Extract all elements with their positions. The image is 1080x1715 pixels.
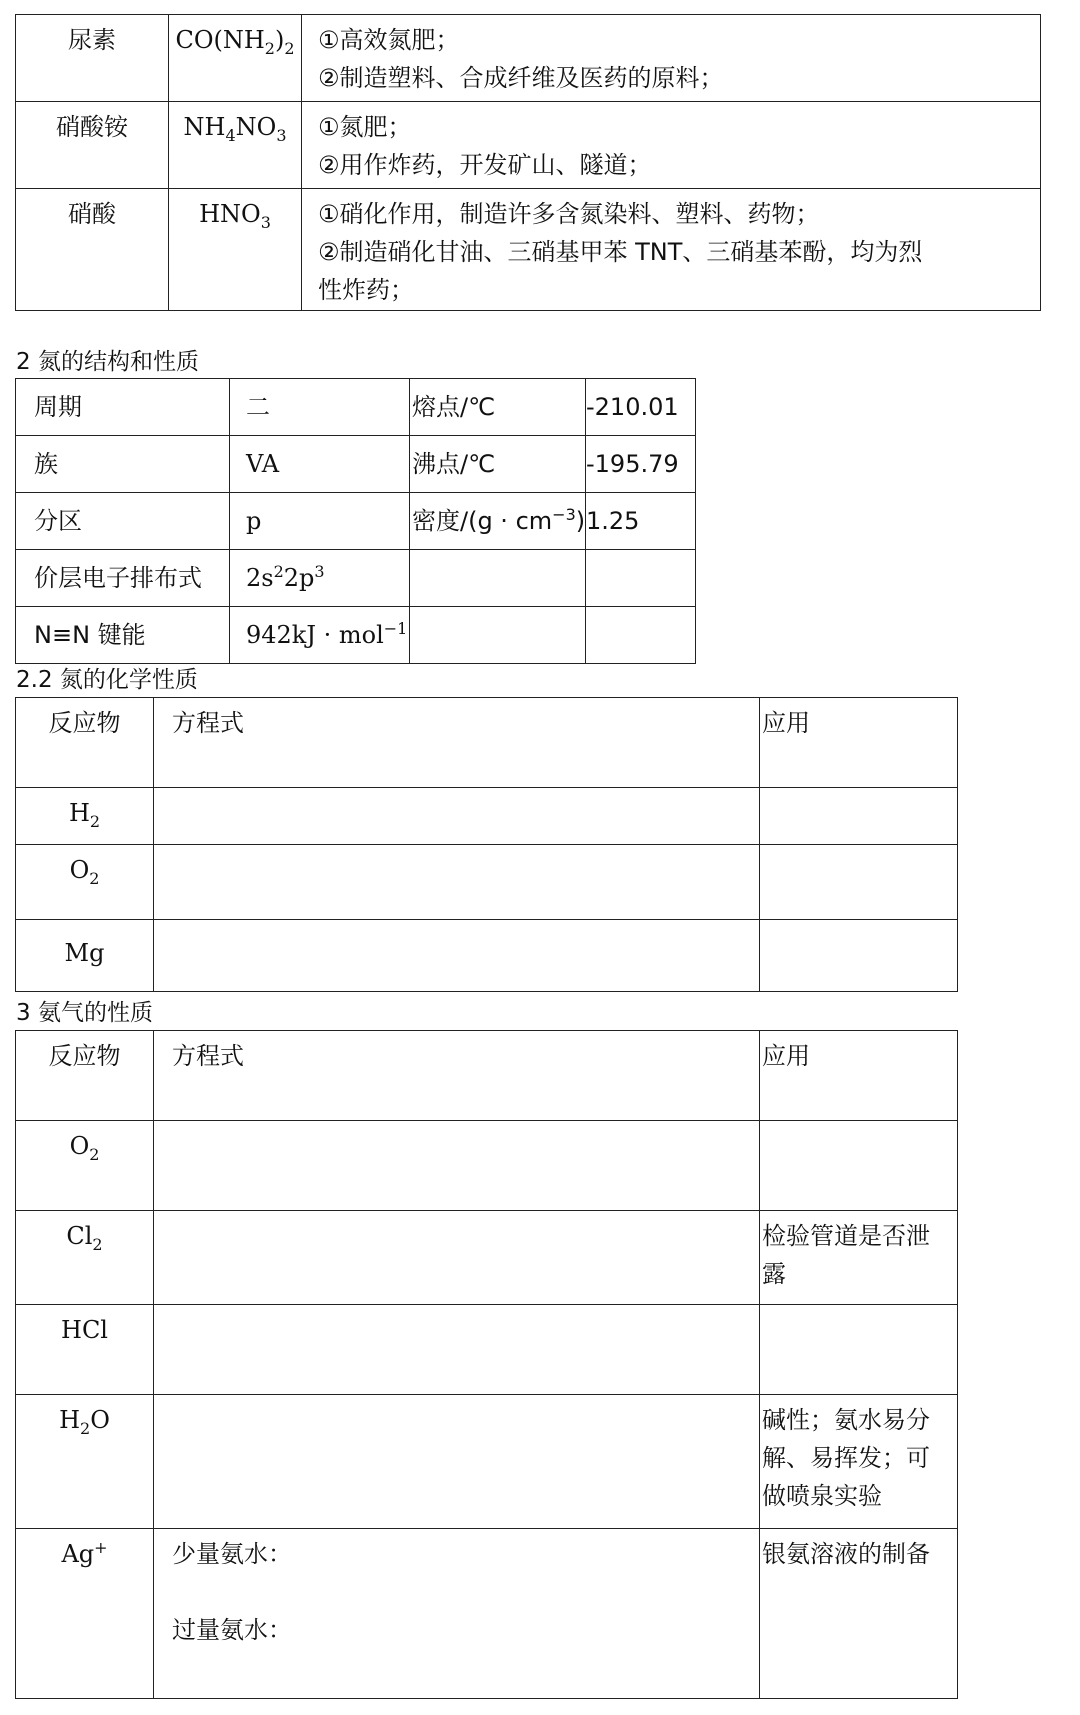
application-line: 解、易挥发；可: [762, 1444, 930, 1472]
physical-prop-label: 沸点/℃: [410, 436, 586, 493]
equation-cell[interactable]: [154, 1305, 760, 1395]
table-row: [16, 436, 696, 493]
use-line: ②制造硝化甘油、三硝基甲苯 TNT、三硝基苯酚，均为烈: [318, 238, 923, 266]
formula-part: CO(NH: [175, 26, 265, 54]
reactant-part: H: [68, 799, 90, 827]
empty-cell: [410, 607, 586, 664]
use-line: ②制造塑料、合成纤维及医药的原料；: [318, 64, 724, 92]
application-cell: [760, 920, 958, 992]
header-application: 应用: [760, 1031, 958, 1121]
prop-value: [230, 607, 410, 664]
formula-sub: 3: [260, 212, 271, 232]
equation-cell[interactable]: [154, 1395, 760, 1529]
table-row: [16, 550, 696, 607]
reactant-sub: 2: [89, 811, 101, 831]
application-cell: [760, 1395, 958, 1529]
equation-cell[interactable]: [154, 920, 760, 992]
reactant: [16, 1211, 154, 1305]
table-row: [16, 189, 1041, 311]
compound-name: [16, 189, 169, 311]
config-sup: 2: [273, 562, 284, 581]
use-line: ①高效氮肥；: [318, 26, 460, 54]
table-row: [16, 1211, 958, 1305]
formula-sub: 4: [225, 125, 236, 145]
reactant-sub: 2: [80, 1418, 91, 1438]
compound-name: [16, 15, 169, 102]
config-part: 2p: [283, 564, 315, 592]
formula-sub: 2: [264, 38, 275, 58]
formula-part: HNO: [199, 200, 261, 228]
application-line: 做喷泉实验: [762, 1482, 882, 1510]
reactant: Mg: [16, 920, 154, 992]
nitrogen-properties-table: [15, 378, 696, 664]
section-heading: 2.2 氮的化学性质: [16, 667, 198, 693]
header-equation: 方程式: [154, 1031, 760, 1121]
reactant-part: O: [69, 856, 90, 884]
reactant: [16, 1395, 154, 1529]
prop-value: [230, 550, 410, 607]
table-row: [16, 1529, 958, 1699]
prop-label: 周期: [16, 379, 230, 436]
empty-cell: [586, 550, 696, 607]
table-row: [16, 493, 696, 550]
empty-cell: [586, 607, 696, 664]
application-cell: [760, 1211, 958, 1305]
reactant-sup: +: [94, 1538, 108, 1557]
table-row: [16, 102, 1041, 189]
nitrogen-reactions-table: [15, 697, 958, 992]
energy-value: 942kJ · mol: [246, 621, 384, 649]
use-line: ①氮肥；: [318, 113, 412, 141]
compound-uses: [302, 15, 1041, 102]
prop-value: p: [230, 493, 410, 550]
application-cell: [760, 1305, 958, 1395]
reactant-part: O: [90, 1406, 110, 1434]
fertilizer-table: [15, 14, 1041, 311]
ammonia-reactions-table: [15, 1030, 958, 1699]
physical-prop-value: -195.79: [586, 436, 696, 493]
application-line: 检验管道是否泄: [762, 1222, 930, 1250]
prop-label: N≡N 键能: [16, 607, 230, 664]
use-line: ②用作炸药，开发矿山、隧道；: [318, 151, 652, 179]
application-cell: [760, 845, 958, 920]
table-row: [16, 607, 696, 664]
empty-cell: [410, 550, 586, 607]
equation-cell[interactable]: [154, 788, 760, 845]
table-row: [16, 788, 958, 845]
reactant: HCl: [16, 1305, 154, 1395]
compound-name-text: 尿素: [68, 26, 116, 54]
application-line: 银氨溶液的制备: [762, 1540, 930, 1568]
config-part: 2s: [246, 564, 274, 592]
reactant-sub: 2: [89, 868, 100, 888]
prop-label: 价层电子排布式: [16, 550, 230, 607]
application-cell: [760, 1529, 958, 1699]
reactant: [16, 788, 154, 845]
formula-part: ): [274, 26, 285, 54]
table-row: [16, 15, 1041, 102]
use-line: 性炸药；: [318, 276, 414, 304]
equation-cell[interactable]: [154, 845, 760, 920]
prop-value: VA: [230, 436, 410, 493]
density-tail: ): [575, 507, 586, 535]
table-row: [16, 379, 696, 436]
compound-formula: [169, 102, 302, 189]
equation-cell[interactable]: [154, 1529, 760, 1699]
table-row: [16, 1305, 958, 1395]
prop-value: 二: [230, 379, 410, 436]
equation-cell[interactable]: [154, 1121, 760, 1211]
reactant-sub: 2: [92, 1234, 103, 1254]
compound-formula: [169, 15, 302, 102]
reactant-part: Ag: [61, 1540, 95, 1568]
energy-sup: −1: [383, 619, 408, 638]
formula-part: NO: [235, 113, 277, 141]
reactant: [16, 1529, 154, 1699]
header-reactant: 反应物: [16, 1031, 154, 1121]
density-label: 密度/(g · cm: [412, 507, 553, 535]
application-cell: [760, 1121, 958, 1211]
formula-sub: 2: [284, 38, 295, 58]
physical-prop-label: 熔点/℃: [410, 379, 586, 436]
table-row: [16, 1121, 958, 1211]
header-reactant: 反应物: [16, 698, 154, 788]
reactant: [16, 1121, 154, 1211]
table-header-row: [16, 1031, 958, 1121]
formula-part: NH: [183, 113, 226, 141]
section-heading: 3 氨气的性质: [16, 1000, 153, 1026]
compound-name-text: 硝酸铵: [56, 113, 128, 141]
config-sup: 3: [314, 562, 325, 581]
compound-formula: [169, 189, 302, 311]
compound-uses: [302, 189, 1041, 311]
reactant-part: O: [69, 1132, 90, 1160]
application-line: 碱性；氨水易分: [762, 1406, 930, 1434]
prop-label: 分区: [16, 493, 230, 550]
reactant-part: H: [59, 1406, 81, 1434]
table-row: [16, 1395, 958, 1529]
physical-prop-label: [410, 493, 586, 550]
equation-line: 少量氨水：: [172, 1540, 292, 1568]
application-cell: [760, 788, 958, 845]
header-equation: 方程式: [154, 698, 760, 788]
reactant-part: Cl: [66, 1222, 93, 1250]
table-row: [16, 920, 958, 992]
table-header-row: [16, 698, 958, 788]
formula-sub: 3: [276, 125, 287, 145]
compound-uses: [302, 102, 1041, 189]
compound-name: [16, 102, 169, 189]
equation-line: 过量氨水：: [172, 1616, 292, 1644]
reactant: [16, 845, 154, 920]
application-line: 露: [762, 1260, 786, 1288]
reactant-sub: 2: [89, 1144, 100, 1164]
physical-prop-value: -210.01: [586, 379, 696, 436]
header-application: 应用: [760, 698, 958, 788]
compound-name-text: 硝酸: [68, 200, 116, 228]
physical-prop-value: 1.25: [586, 493, 696, 550]
table-row: [16, 845, 958, 920]
section-heading: 2 氮的结构和性质: [16, 349, 199, 375]
prop-label: 族: [16, 436, 230, 493]
density-sup: −3: [552, 505, 576, 524]
equation-cell[interactable]: [154, 1211, 760, 1305]
use-line: ①硝化作用，制造许多含氮染料、塑料、药物；: [318, 200, 820, 228]
